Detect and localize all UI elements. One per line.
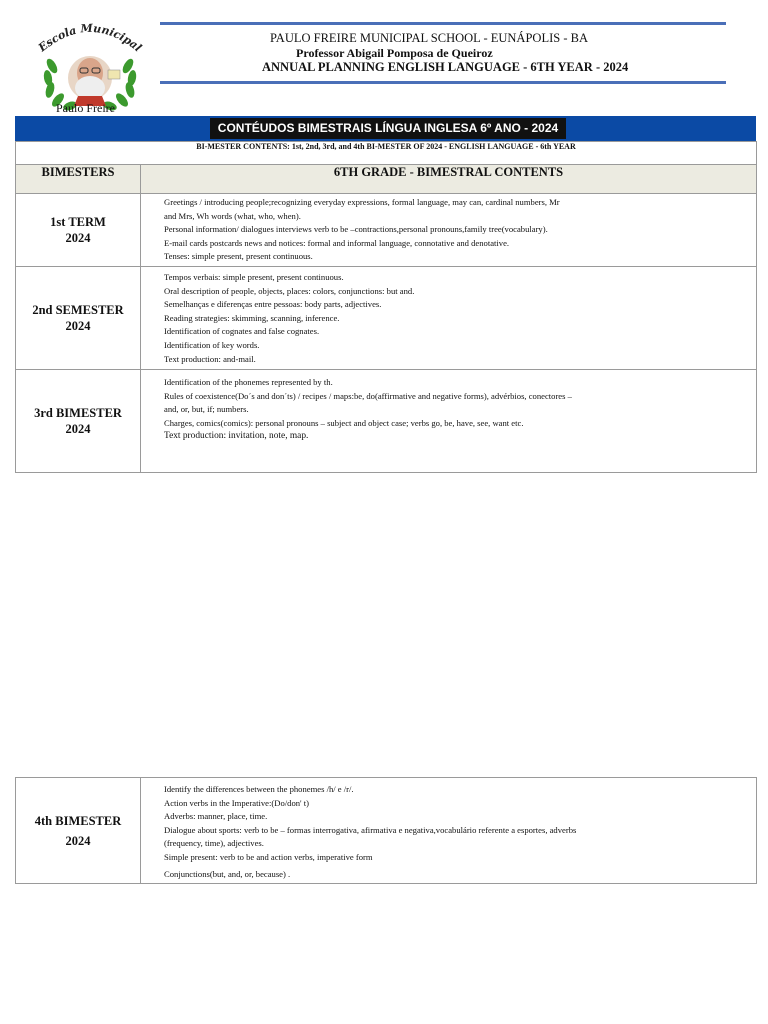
- term-year: 2024: [65, 230, 91, 245]
- content-line: Dialogue about sports: verb to be – formas interrogativa, afirmativa e negativa,vocabulário referente a esportes, adverbs: [164, 824, 577, 835]
- content-line: Personal information/ dialogues interviews verb to be –contractions,personal pronouns,family tree(vocabulary).: [164, 224, 548, 235]
- table-header-row: [16, 165, 757, 194]
- term-year: 2024: [65, 833, 91, 848]
- svg-text:Escola Municipal: [35, 22, 144, 55]
- content-line: Identification of cognates and false cognates.: [164, 326, 320, 337]
- header-rule-bottom: [160, 81, 726, 84]
- term-label: 3rd BIMESTER: [34, 405, 122, 420]
- logo-caption: Paulo Freire: [56, 101, 115, 115]
- content-line: Greetings / introducing people;recognizing everyday expressions, formal language, may can, cardinal numbers, Mr: [164, 197, 560, 207]
- term-label: 4th BIMESTER: [34, 813, 122, 828]
- content-line: (frequency, time), adjectives.: [164, 838, 264, 849]
- content-line: and, or, but, if; numbers.: [164, 404, 249, 415]
- content-line: Oral description of people, objects, places: colors, conjunctions: but and.: [164, 285, 415, 296]
- term-year: 2024: [65, 421, 91, 436]
- content-line: Rules of coexistence(Do´s and don´ts) / recipes / maps:be, do(affirmative and negative forms), advérbios, conectores –: [164, 390, 572, 401]
- term-cell: [16, 778, 141, 884]
- term-cell: [16, 266, 141, 369]
- content-line: E-mail cards postcards news and notices: formal and informal language, connotative and denotative.: [164, 237, 510, 248]
- table-row: [16, 778, 757, 884]
- header-rule-top: [160, 22, 726, 25]
- banner-title: CONTÉUDOS BIMESTRAIS LÍNGUA INGLESA 6º ANO - 2024: [210, 118, 566, 139]
- term-label: 1st TERM: [50, 214, 106, 229]
- content-cell: [141, 778, 757, 884]
- content-line: Tempos verbais: simple present, present continuous.: [164, 271, 344, 282]
- col-header-contents: 6TH GRADE - BIMESTRAL CONTENTS: [141, 165, 757, 194]
- content-line: Semelhanças e diferenças entre pessoas: body parts, adjectives.: [164, 299, 382, 310]
- term-cell: [16, 194, 141, 267]
- teacher-name: Professor Abigail Pomposa de Queiroz: [296, 46, 493, 60]
- content-line: Identify the differences between the phonemes /h/ e /r/.: [164, 784, 354, 794]
- contents-table: [15, 141, 757, 473]
- term-cell: [16, 369, 141, 472]
- school-name: PAULO FREIRE MUNICIPAL SCHOOL - EUNÁPOLIS - BA: [270, 31, 588, 45]
- document-title: ANNUAL PLANNING ENGLISH LANGUAGE - 6TH YEAR - 2024: [262, 60, 629, 74]
- content-line: Action verbs in the Imperative:(Do/don' t): [164, 797, 309, 808]
- content-cell: [141, 194, 757, 267]
- col-header-bimesters: BIMESTERS: [16, 165, 141, 194]
- table-row: [16, 266, 757, 369]
- content-cell: [141, 369, 757, 472]
- content-line: Conjunctions(but, and, or, because) .: [164, 868, 291, 879]
- content-line: Reading strategies: skimming, scanning, inference.: [164, 312, 340, 323]
- logo-arc-text: Escola Municipal: [36, 21, 145, 55]
- content-line: and Mrs, Wh words (what, who, when).: [164, 210, 301, 221]
- term-year: 2024: [65, 318, 91, 333]
- content-line: Tenses: simple present, present continuous.: [164, 251, 313, 262]
- table-row: [16, 194, 757, 267]
- content-line: Text production: invitation, note, map.: [164, 431, 309, 442]
- contents-table-continued: [15, 777, 757, 884]
- table-row: [16, 369, 757, 472]
- term-label: 2nd SEMESTER: [32, 302, 124, 317]
- content-line: Identification of key words.: [164, 339, 260, 350]
- content-cell: [141, 266, 757, 369]
- table-subtitle: BI-MESTER CONTENTS: 1st, 2nd, 3rd, and 4th BI-MESTER OF 2024 - ENGLISH LANGUAGE - 6th YEAR: [16, 142, 757, 165]
- table-subtitle-row: [16, 142, 757, 165]
- content-line: Charges, comics(comics): personal pronouns – subject and object case; verbs go, be, have, see, want etc.: [164, 417, 524, 428]
- content-line: Adverbs: manner, place, time.: [164, 811, 268, 822]
- content-line: Identification of the phonemes represented by th.: [164, 376, 333, 387]
- content-line: Simple present: verb to be and action verbs, imperative form: [164, 851, 373, 862]
- content-line: Text production: and-mail.: [164, 353, 256, 364]
